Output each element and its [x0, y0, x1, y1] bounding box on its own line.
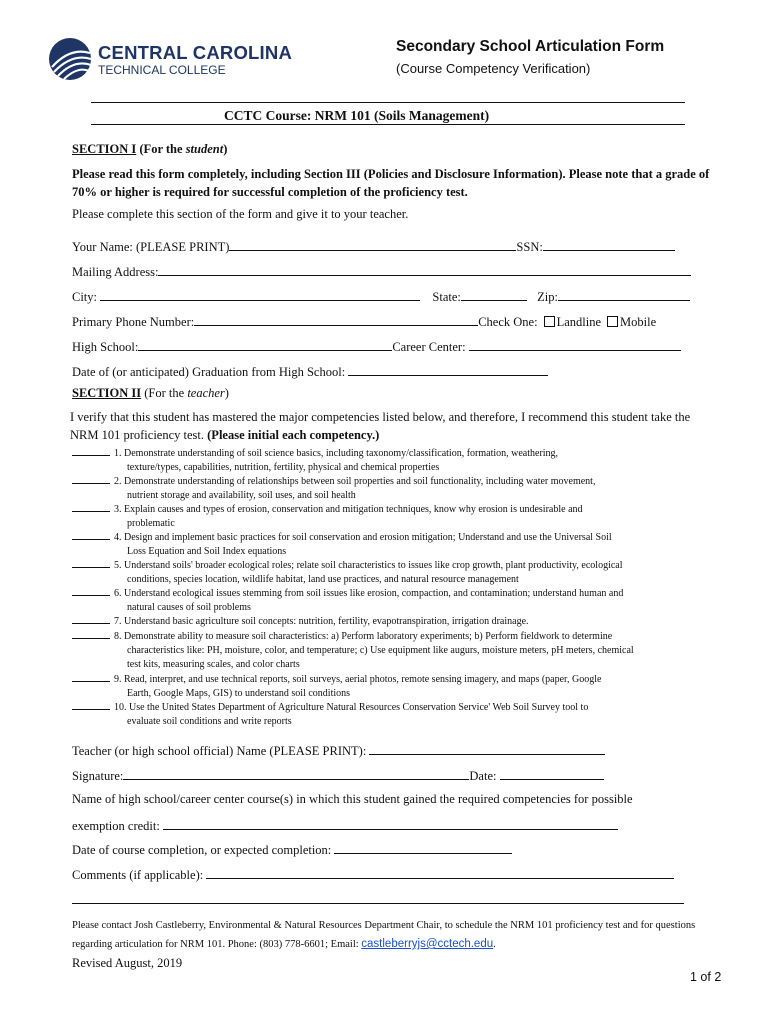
exemption-label: exemption credit: — [72, 819, 160, 833]
mailing-label: Mailing Address: — [72, 265, 159, 279]
college-logo — [48, 37, 293, 81]
comments-field[interactable] — [206, 866, 674, 879]
teacher-label: Teacher (or high school official) Name (PLEASE PRINT): — [72, 744, 367, 758]
career-field[interactable] — [469, 338, 681, 351]
email-link[interactable]: castleberryjs@cctech.edu — [361, 938, 494, 950]
competency-item: 1. Demonstrate understanding of soil science basics, including taxonomy/classification, formation, weathering, texture/types, capabilities, nutrition, fertility, physical and chemical properties — [72, 446, 712, 475]
competency-item: 2. Demonstrate understanding of relationships between soil properties and soil functionality, including water movement, nutrient storage and availability, soil uses, and soil health — [72, 474, 712, 503]
teacher-row — [72, 742, 605, 759]
competency-initial-field[interactable] — [72, 586, 110, 596]
competency-initial-field[interactable] — [72, 629, 110, 639]
career-label: Career Center: — [392, 340, 466, 354]
state-field[interactable] — [461, 288, 527, 301]
completion-row — [72, 841, 512, 858]
course-rule-top — [91, 102, 685, 103]
city-row — [72, 288, 690, 305]
ssn-field[interactable] — [543, 238, 675, 251]
section1-label: SECTION I — [72, 142, 137, 156]
signature-row — [72, 767, 604, 784]
college-name: CENTRAL CAROLINA — [98, 42, 293, 63]
grad-label: Date of (or anticipated) Graduation from High School: — [72, 365, 346, 379]
comments-label: Comments (if applicable): — [72, 868, 204, 882]
exemption-row — [72, 817, 618, 834]
highschool-label: High School: — [72, 340, 139, 354]
competency-item: 9. Read, interpret, and use technical reports, soil surveys, aerial photos, remote sensing imagery, and maps (paper, Google Earth, Google Maps, GIS) to understand soil conditions — [72, 672, 712, 701]
competency-initial-field[interactable] — [72, 474, 110, 484]
name-label: Your Name: (PLEASE PRINT) — [72, 240, 230, 254]
competency-initial-field[interactable] — [72, 502, 110, 512]
section1-note: Please complete this section of the form and give it to your teacher. — [72, 207, 409, 221]
form-subtitle: (Course Competency Verification) — [396, 61, 591, 76]
name-row — [72, 238, 675, 255]
competency-item: 10. Use the United States Department of Agriculture Natural Resources Conservation Service' Web Soil Survey tool to evaluate soil conditions and write reports — [72, 700, 712, 729]
date-label: Date: — [469, 769, 497, 783]
course-title: CCTC Course: NRM 101 (Soils Management) — [224, 108, 490, 123]
college-subname: TECHNICAL COLLEGE — [98, 63, 226, 77]
contact-info: Please contact Josh Castleberry, Environmental & Natural Resources Department Chair, to schedule the NRM 101 proficiency test and for questions regarding articulation for NRM 101. Phone: (803) 778-6601; Email: castleberryjs@cctech.edu. — [72, 920, 696, 950]
mailing-field[interactable] — [158, 263, 691, 276]
competency-item: 4. Design and implement basic practices for soil conservation and erosion mitigation; Understand and use the Universal Soil Loss Equation and Soil Index equations — [72, 530, 712, 559]
highschool-field[interactable] — [138, 338, 392, 351]
course-name-label: Name of high school/career center course(s) in which this student gained the required competencies for possible — [72, 792, 633, 806]
competency-initial-field[interactable] — [72, 672, 110, 682]
exemption-field[interactable] — [163, 817, 618, 830]
competency-initial-field[interactable] — [72, 700, 110, 710]
mobile-checkbox[interactable] — [607, 316, 618, 327]
city-field[interactable] — [100, 288, 420, 301]
mailing-row — [72, 263, 691, 280]
course-rule-bottom — [91, 124, 685, 125]
zip-field[interactable] — [558, 288, 690, 301]
grad-field[interactable] — [348, 363, 548, 376]
state-label: State: — [432, 290, 461, 304]
city-label: City: — [72, 290, 98, 304]
phone-row — [72, 313, 656, 330]
signature-field[interactable] — [123, 767, 469, 780]
landline-checkbox[interactable] — [544, 316, 555, 327]
competency-item: 7. Understand basic agriculture soil concepts: nutrition, fertility, evapotranspiration, irrigation drainage. — [72, 614, 712, 629]
page-number: 1 of 2 — [690, 970, 722, 984]
phone-label: Primary Phone Number: — [72, 315, 195, 329]
zip-label: Zip: — [537, 290, 558, 304]
name-field[interactable] — [229, 238, 516, 251]
section2-heading: SECTION II (For the teacher) — [72, 386, 229, 400]
competency-initial-field[interactable] — [72, 558, 110, 568]
teacher-field[interactable] — [369, 742, 605, 755]
ssn-label: SSN: — [516, 240, 543, 254]
competency-initial-field[interactable] — [72, 446, 110, 456]
form-title: Secondary School Articulation Form — [396, 38, 665, 55]
comments-row — [72, 866, 674, 883]
competency-item: 8. Demonstrate ability to measure soil characteristics: a) Perform laboratory experiments; b) Perform fieldwork to determine characteristics like: PH, moisture, color, and temperature; c) Use equipment like augurs, moisture meters, pH meters, chemical test kits, measuring scales, and color charts — [72, 629, 712, 672]
globe-logo-icon — [48, 37, 92, 81]
landline-label: Landline — [556, 315, 602, 329]
grad-row — [72, 363, 548, 380]
comments-field-line2[interactable] — [72, 903, 684, 904]
section1-heading: SECTION I (For the student) — [72, 142, 228, 156]
section2-verify: I verify that this student has mastered the major competencies listed below, and therefore, I recommend this student take the NRM 101 proficiency test. (Please initial each competency.) — [70, 410, 691, 442]
phone-field[interactable] — [194, 313, 478, 326]
completion-field[interactable] — [334, 841, 512, 854]
check-one-label: Check One: — [478, 315, 538, 329]
competency-item: 6. Understand ecological issues stemming from soil issues like erosion, compaction, and contamination; understand human and natural causes of soil problems — [72, 586, 712, 615]
competency-item: 3. Explain causes and types of erosion, conservation and mitigation techniques, know why erosion is undesirable and problematic — [72, 502, 712, 531]
competency-initial-field[interactable] — [72, 530, 110, 540]
competency-initial-field[interactable] — [72, 614, 110, 624]
date-field[interactable] — [500, 767, 604, 780]
section2-label: SECTION II — [72, 386, 142, 400]
mobile-label: Mobile — [620, 315, 657, 329]
competency-item: 5. Understand soils' broader ecological roles; relate soil characteristics to issues like crop growth, plant productivity, ecological conditions, species location, wildlife habitat, land use practices, and natural resource management — [72, 558, 712, 587]
highschool-row — [72, 338, 681, 355]
completion-label: Date of course completion, or expected completion: — [72, 843, 332, 857]
revised-date: Revised August, 2019 — [72, 956, 183, 970]
section1-instruction: Please read this form completely, including Section III (Policies and Disclosure Information). Please note that a grade of 70% or higher is required for successful completion of the proficiency test. — [72, 167, 710, 199]
signature-label: Signature: — [72, 769, 124, 783]
